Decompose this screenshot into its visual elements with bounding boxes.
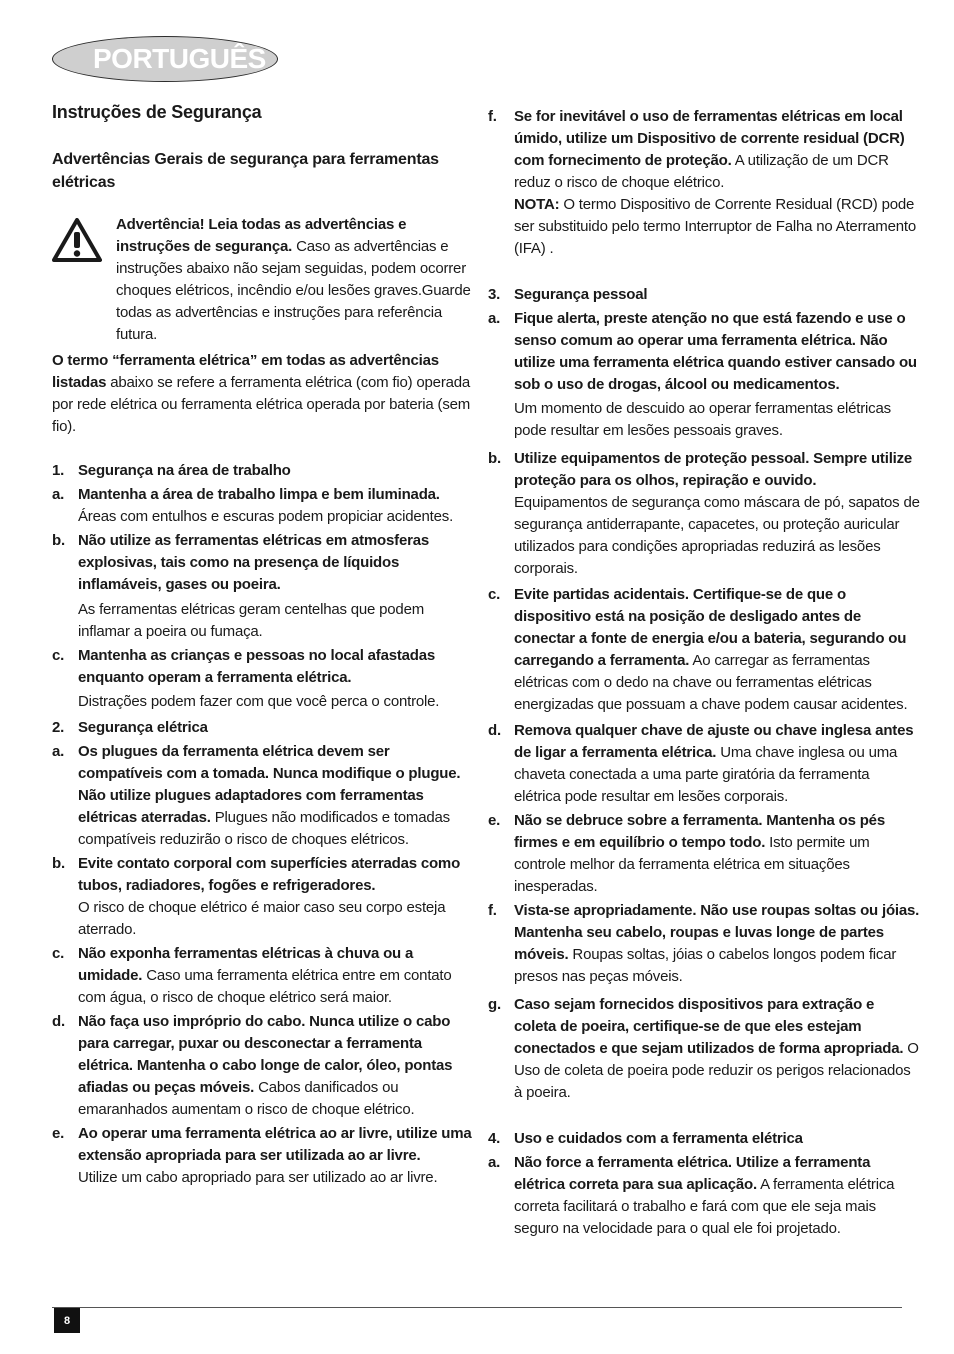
list-item: b. Não utilize as ferramentas elétricas em atmosferas explosivas, tais como na presença de líquidos inflamáveis, gases ou poeira. As ferramentas elétricas geram centelhas que podem inflamar a poeira ou fumaça. — [52, 532, 430, 640]
list-item: f. Vista-se apropriadamente. Não use roupas soltas ou jóias. Mantenha seu cabelo, roupas e luvas longe de partes móveis. Roupas soltas, jóias o cabelos longos podem ficar presos nas peças móveis. — [488, 902, 920, 985]
section-4-heading: 4. Uso e cuidados com a ferramenta elétrica — [488, 1130, 803, 1147]
section-2-heading: 2. Segurança elétrica — [52, 719, 208, 736]
page-number: 8 — [54, 1308, 80, 1333]
term-note: O termo “ferramenta elétrica” em todas as advertências listadas abaixo se refere a ferramenta elétrica (com fio) operada por rede elétrica ou ferramenta elétrica operada por bateria (sem fio). — [52, 352, 471, 435]
list-item: a. Os plugues da ferramenta elétrica devem ser compatíveis com a tomada. Nunca modifique o plugue. Não utilize plugues adaptadores com ferramentas elétricas aterradas. Plugues não modificados e tomadas compatíveis reduzirão o risco de choques elétricos. — [52, 743, 461, 848]
language-label: PORTUGUÊS — [93, 43, 266, 74]
warning-block — [52, 214, 472, 346]
section-title: Instruções de Segurança — [52, 102, 262, 122]
list-item: f. Se for inevitável o uso de ferramentas elétricas em local úmido, utilize um Dispositivo de corrente residual (DCR) com fornecimento de proteção. A utilização de um DCR reduz o risco de choque elétrico. NOTA: O termo Dispositivo de Corrente Residual (RCD) pode ser substituido pelo termo Interruptor de Falha no Aterramento (IFA) . — [488, 108, 916, 257]
footer-divider — [52, 1307, 902, 1308]
list-item: c. Evite partidas acidentais. Certifique-se de que o dispositivo está na posição de desligado antes de conectar a fonte de energia e/ou a bateria, segurando ou carregando a ferramenta. Ao carregar as ferramentas elétricas com o dedo na chave ou ferramentas elétricas energizadas que possuam a chave podem causar acidentes. — [488, 586, 908, 713]
list-item: e. Não se debruce sobre a ferramenta. Mantenha os pés firmes e em equilíbrio o tempo todo. Isto permite um controle melhor da ferramenta elétrica em situações inesperadas. — [488, 812, 885, 895]
list-item: e. Ao operar uma ferramenta elétrica ao ar livre, utilize uma extensão apropriada para ser utilizada ao ar livre. Utilize um cabo apropriado para ser utilizado ao ar livre. — [52, 1125, 472, 1186]
warning-triangle-icon — [52, 218, 102, 262]
section-subtitle: Advertências Gerais de segurança para ferramentas elétricas — [52, 151, 439, 191]
list-item: a. Não force a ferramenta elétrica. Utilize a ferramenta elétrica correta para sua aplicação. A ferramenta elétrica correta facilitará o trabalho e fará com que ele seja mais seguro na velocidade para o qual ele foi projetado. — [488, 1154, 895, 1237]
list-item: b. Utilize equipamentos de proteção pessoal. Sempre utilize proteção para os olhos, repiração e ouvido. Equipamentos de segurança como máscara de pó, sapatos de segurança antiderrapante, capacetes, ou proteção auricular utilizados para condições apropriadas reduzirá as lesões corporais. — [488, 450, 920, 577]
list-item: a. Fique alerta, preste atenção no que está fazendo e use o senso comum ao operar uma ferramenta elétrica. Não utilize uma ferramenta elétrica quando estiver cansado ou sob o uso de drogas, álcool ou medicamentos. Um momento de descuido ao operar ferramentas elétricas pode resultar em lesões pessoais graves. — [488, 310, 917, 439]
list-item: b. Evite contato corporal com superfícies aterradas como tubos, radiadores, fogões e refrigeradores. O risco de choque elétrico é maior caso seu corpo esteja aterrado. — [52, 855, 461, 938]
list-item: a. Mantenha a área de trabalho limpa e bem iluminada. Áreas com entulhos e escuras podem propiciar acidentes. — [52, 486, 454, 525]
warning-text: Advertência! Leia todas as advertências e instruções de segurança. Caso as advertências e instruções abaixo não sejam seguidas, podem ocorrer choques elétricos, incêndio e/ou lesões graves.Guarde todas as advertências e instruções para referência futura. — [116, 216, 471, 343]
list-item: g. Caso sejam fornecidos dispositivos para extração e coleta de poeira, certifique-se de que eles estejam conectados e que sejam utilizados de forma apropriada. O Uso de coleta de poeira pode reduzir os perigos relacionados à poeira. — [488, 996, 919, 1101]
list-item: d. Não faça uso impróprio do cabo. Nunca utilize o cabo para carregar, puxar ou desconectar a ferramenta elétrica. Mantenha o cabo longe de calor, óleo, pontas afiadas ou peças móveis. Cabos danificados ou emaranhados aumentam o risco de choque elétrico. — [52, 1013, 453, 1118]
language-header — [52, 36, 278, 82]
section-3-heading: 3. Segurança pessoal — [488, 286, 648, 303]
section-1-heading: 1. Segurança na área de trabalho — [52, 462, 291, 479]
list-item: c. Mantenha as crianças e pessoas no local afastadas enquanto operam a ferramenta elétrica. Distrações podem fazer com que você perca o controle. — [52, 647, 440, 710]
right-column — [488, 104, 920, 1240]
list-item: c. Não exponha ferramentas elétricas à chuva ou a umidade. Caso uma ferramenta elétrica entre em contato com água, o risco de choque elétrico será maior. — [52, 945, 452, 1006]
list-item: d. Remova qualquer chave de ajuste ou chave inglesa antes de ligar a ferramenta elétrica. Uma chave inglesa ou uma chaveta conectada a uma parte giratória da ferramenta elétrica pode resultar em lesões corporais. — [488, 722, 914, 805]
left-column — [52, 100, 472, 1189]
